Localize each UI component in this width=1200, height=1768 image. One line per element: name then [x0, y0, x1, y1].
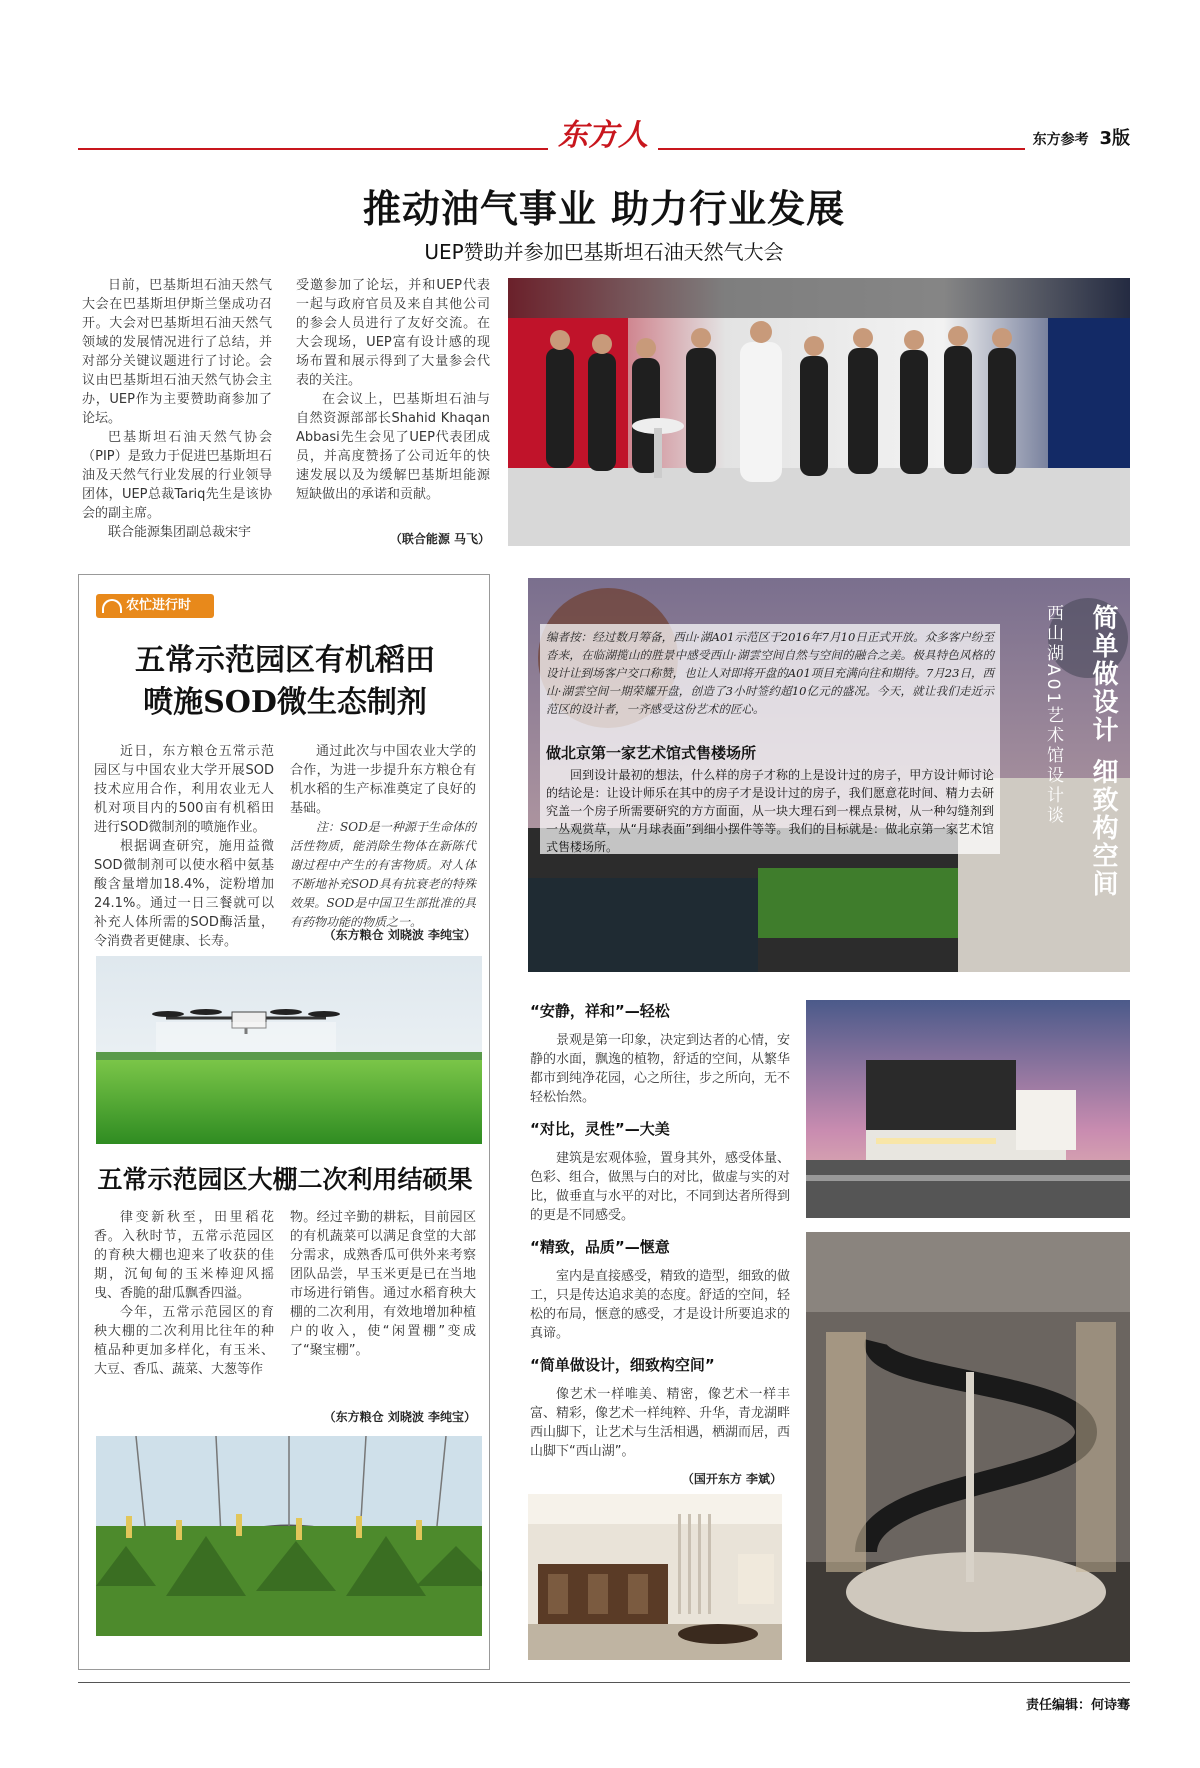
section-tag [96, 594, 214, 618]
design-section-text: 景观是第一印象，决定到达者的心情，安静的水面，飘逸的植物，舒适的空间，从繁华都市到纯净花园，心之所往，步之所向，无不轻松怡然。 [530, 1033, 791, 1105]
paragraph: 巴基斯坦石油天然气协会（PIP）是致力于促进巴基斯坦石油及天然气行业发展的行业领导团体，UEP总裁Tariq先生是该协会的副主席。 [82, 430, 272, 521]
design-section-heading: “简单做设计，细致构空间” [530, 1356, 715, 1374]
conference-photo [508, 278, 1130, 546]
top-article-col2 [296, 276, 490, 504]
paragraph: 受邀参加了论坛，并和UEP代表一起与政府官员及来自其他公司的参会人员进行了友好交流。在大会现场，UEP富有设计感的现场布置和展示得到了大量参会代表的关注。 [296, 278, 490, 388]
section-name: 东方参考 [1032, 132, 1089, 148]
top-article-col1 [82, 276, 272, 542]
article1-title-line1: 五常示范园区有机稻田 [135, 643, 435, 678]
masthead-logo: 东方人 [548, 118, 658, 154]
gallery-section-text: 回到设计最初的想法，什么样的房子才称的上是设计过的房子，甲方设计师讨论的结论是：让设计师乐在其中的房子才是设计过的房子，我们愿意花时间、精力去研究盖一个房子所需要研究的方方面面，从一块大理石到一棵点景树，从一种勾缝剂到一丛观赏草，从“月球表面”到细小摆件等等。我们的目标就是：做北京第一家艺术馆式售楼场所。 [546, 768, 994, 854]
masthead-section [1025, 124, 1130, 150]
design-section-text: 室内是直接感受，精致的造型，细致的做工，只是传达追求美的态度。舒适的空间，轻松的布局，惬意的感受，才是设计所要追求的真谛。 [530, 1269, 791, 1341]
article1-title [90, 640, 480, 724]
responsible-editor: 责任编辑：何诗骞 [1025, 1698, 1130, 1713]
design-section [530, 1236, 790, 1354]
paragraph: 日前，巴基斯坦石油天然气大会在巴基斯坦伊斯兰堡成功召开。大会对巴基斯坦石油天然气领域的发展情况进行了总结，并对部分关键议题进行了讨论。会议由巴基斯坦石油天然气协会主办，UEP作为主要赞助商参加了论坛。 [82, 278, 272, 426]
section-tag-label: 农忙进行时 [126, 598, 192, 613]
design-section [530, 1000, 790, 1118]
footer-rule [78, 1682, 1130, 1683]
article1-title-line2: 喷施SOD微生态制剂 [143, 685, 427, 720]
paragraph: 物。经过辛勤的耕耘，目前园区的有机蔬菜可以满足食堂的大部分需求，成熟香瓜可供外来考察团队品尝，早玉米更是已在当地市场进行销售。通过水稻育秧大棚的二次利用，有效地增加种植户的收入，使“闲置棚”变成了“聚宝棚”。 [290, 1210, 476, 1358]
paragraph: 通过此次与中国农业大学的合作，为进一步提升东方粮仓有机水稻的生产标准奠定了良好的基础。 [290, 744, 476, 816]
page-number: 3版 [1099, 128, 1130, 149]
article2-credit: （东方粮仓 刘晓波 李纯宝） [323, 1410, 476, 1424]
design-section-heading: “对比，灵性”—大美 [530, 1120, 670, 1138]
top-article-title: 推动油气事业 助力行业发展 [362, 187, 846, 231]
article1-credit: （东方粮仓 刘晓波 李纯宝） [323, 928, 476, 942]
sod-note: 注：SOD是一种源于生命体的活性物质，能消除生物体在新陈代谢过程中产生的有害物质。对人体不断地补充SOD具有抗衰老的特殊效果。SOD是中国卫生部批准的具有药物功能的物质之一。 [290, 820, 476, 929]
paragraph: 律变新秋至，田里稻花香。入秋时节，五常示范园区的育秧大棚也迎来了收获的佳期，沉甸甸的玉米棒迎风摇曳、香脆的甜瓜飘香四溢。 [94, 1210, 274, 1301]
spiral-staircase-photo [806, 1232, 1130, 1662]
article2-col1 [94, 1208, 274, 1379]
design-sections [530, 1000, 790, 1472]
vertical-title [1062, 604, 1122, 944]
design-section-text: 建筑是宏观体验，置身其外，感受体量、色彩、组合，做黑与白的对比，做虚与实的对比，做垂直与水平的对比，不同到达者所得到的更是不同感受。 [530, 1151, 791, 1223]
article2-title: 五常示范园区大棚二次利用结硕果 [97, 1165, 473, 1194]
paragraph: 联合能源集团副总裁宋宇 [108, 525, 252, 540]
article2-col2 [290, 1208, 476, 1360]
paragraph: 近日，东方粮仓五常示范园区与中国农业大学开展SOD技术应用合作，利用农业无人机对项目内的500亩有机稻田进行SOD微制剂的喷施作业。 [94, 744, 274, 835]
gallery-section-title: 做北京第一家艺术馆式售楼场所 [546, 744, 757, 762]
interior-lounge-photo [528, 1494, 782, 1660]
design-section [530, 1354, 790, 1472]
editor-note: 编者按：经过数月筹备，西山·湖A01示范区于2016年7月10日正式开放。众多客户纷至沓来，在临湖揽山的胜景中感受西山·湖雲空间自然与空间的融合之美。极具特色风格的设计让到场客户交口称赞，也让人对即将开盘的A01项目充满向往和期待。7月23日，西山·湖雲空间一期荣耀开盘，创造了3小时签约超10亿元的盛况。今天，就让我们走近示范区的设计者，一齐感受这份艺术的匠心。 [546, 630, 994, 716]
design-section-text: 像艺术一样唯美、精密，像艺术一样丰富、精彩，像艺术一样纯粹、升华，青龙湖畔西山脚下，让艺术与生活相遇，栖湖而居，西山脚下“西山湖”。 [530, 1387, 791, 1459]
masthead [78, 118, 1130, 158]
right-article-credit: （国开东方 李斌） [681, 1472, 782, 1486]
vertical-title-line1: 简单做设计 [1088, 604, 1118, 744]
paragraph: 在会议上，巴基斯坦石油与自然资源部部长Shahid Khaqan Abbasi先生会见了UEP代表团成员，并高度赞扬了公司近年的快速发展以及为缓解巴基斯坦能源短缺做出的承诺和贡献。 [296, 392, 490, 502]
paragraph: 今年，五常示范园区的育秧大棚的二次利用比往年的种植品种更加多样化，有玉米、大豆、香瓜、蔬菜、大葱等作 [94, 1305, 274, 1377]
article1-col2 [290, 742, 476, 932]
design-section-heading: “精致，品质”—惬意 [530, 1238, 670, 1256]
top-article-credit: （联合能源 马飞） [389, 532, 490, 546]
design-section-heading: “安静，祥和”—轻松 [530, 1002, 670, 1020]
greenhouse-corn-photo [96, 1436, 482, 1636]
vertical-title-line2: 细致构空间 [1088, 758, 1118, 898]
drone-rice-field-photo [96, 956, 482, 1144]
top-article-subtitle: UEP赞助并参加巴基斯坦石油天然气大会 [424, 240, 784, 264]
paragraph: 根据调查研究，施用益微SOD微制剂可以使水稻中氨基酸含量增加18.4%，淀粉增加24.1%。通过一日三餐就可以补充人体所需的SOD酶活量，令消费者更健康、长寿。 [94, 839, 274, 949]
vertical-subtitle: 西山湖A01艺术馆设计谈 [1043, 604, 1063, 827]
design-section [530, 1118, 790, 1236]
article1-col1 [94, 742, 274, 951]
building-exterior-photo [806, 1000, 1130, 1218]
sun-icon [102, 599, 122, 613]
